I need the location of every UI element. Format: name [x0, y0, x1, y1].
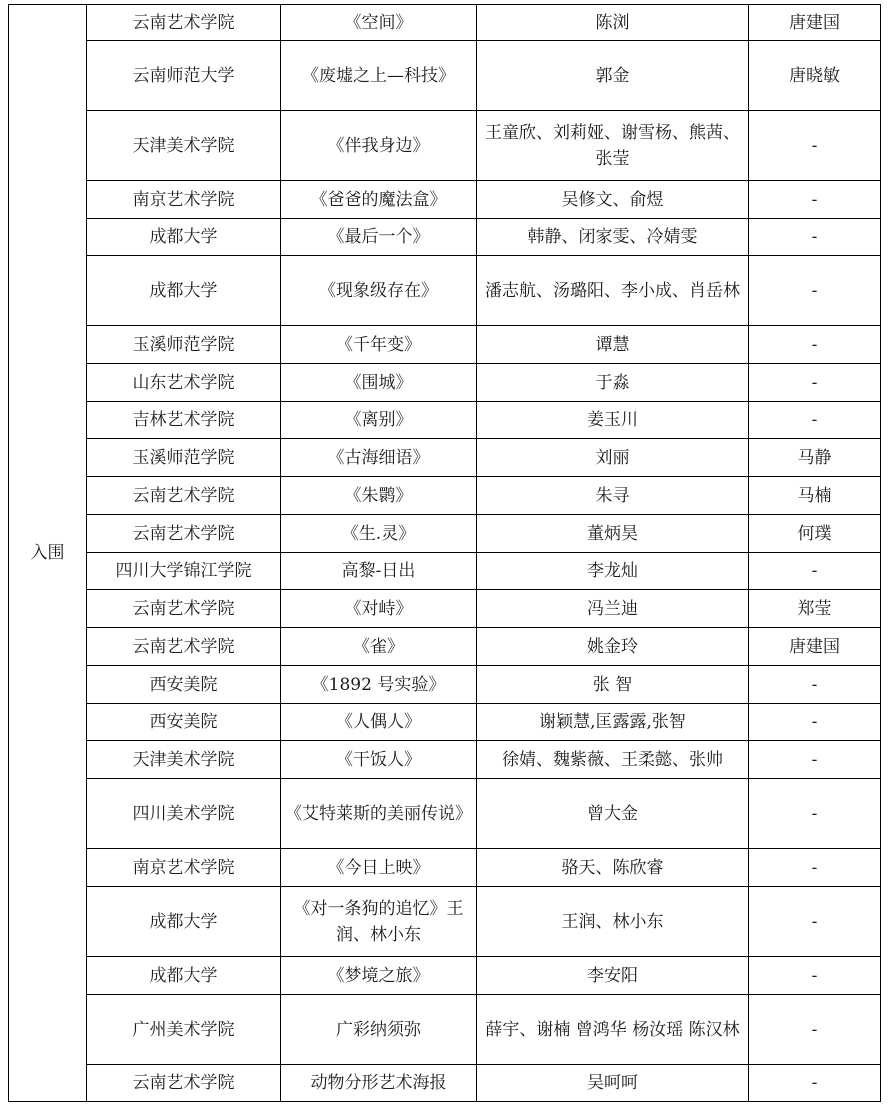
authors-cell: 李龙灿 — [477, 553, 749, 590]
work-cell: 《现象级存在》 — [281, 256, 477, 326]
advisor-cell: 马静 — [749, 439, 881, 477]
school-cell: 山东艺术学院 — [87, 364, 281, 402]
school-cell: 云南艺术学院 — [87, 1065, 281, 1102]
table-row — [9, 1065, 881, 1102]
authors-cell: 董炳昊 — [477, 515, 749, 553]
authors-cell: 于淼 — [477, 364, 749, 402]
work-cell: 《干饭人》 — [281, 741, 477, 779]
work-cell: 《1892 号实验》 — [281, 666, 477, 704]
work-cell: 《雀》 — [281, 628, 477, 666]
advisor-cell: 郑莹 — [749, 590, 881, 628]
authors-cell: 徐婧、魏紫薇、王柔懿、张帅 — [477, 741, 749, 779]
category-cell: 入围 — [9, 5, 87, 1102]
table-row — [9, 704, 881, 741]
table-row — [9, 477, 881, 515]
authors-cell: 朱寻 — [477, 477, 749, 515]
authors-cell: 王童欣、刘莉娅、谢雪杨、熊茜、张莹 — [477, 111, 749, 181]
table-row — [9, 439, 881, 477]
table-row — [9, 219, 881, 256]
advisor-cell: - — [749, 887, 881, 957]
table-row — [9, 779, 881, 849]
school-cell: 西安美院 — [87, 666, 281, 704]
advisor-cell: - — [749, 111, 881, 181]
work-cell: 《对一条狗的追忆》王润、林小东 — [281, 887, 477, 957]
work-cell: 《今日上映》 — [281, 849, 477, 887]
work-cell: 广彩纳须弥 — [281, 995, 477, 1065]
authors-cell: 韩静、闭家雯、冷婧雯 — [477, 219, 749, 256]
table-row — [9, 995, 881, 1065]
school-cell: 云南师范大学 — [87, 41, 281, 111]
authors-cell: 谭慧 — [477, 326, 749, 364]
work-cell: 《对峙》 — [281, 590, 477, 628]
school-cell: 四川美术学院 — [87, 779, 281, 849]
advisor-cell: 唐建国 — [749, 628, 881, 666]
table-row — [9, 628, 881, 666]
table-row — [9, 957, 881, 995]
advisor-cell: - — [749, 326, 881, 364]
school-cell: 广州美术学院 — [87, 995, 281, 1065]
authors-cell: 冯兰迪 — [477, 590, 749, 628]
work-cell: 《爸爸的魔法盒》 — [281, 181, 477, 219]
work-cell: 《伴我身边》 — [281, 111, 477, 181]
advisor-cell: 唐建国 — [749, 5, 881, 41]
table-row — [9, 326, 881, 364]
authors-cell: 李安阳 — [477, 957, 749, 995]
table-row — [9, 553, 881, 590]
table-row — [9, 41, 881, 111]
school-cell: 吉林艺术学院 — [87, 402, 281, 439]
advisor-cell: - — [749, 666, 881, 704]
school-cell: 天津美术学院 — [87, 741, 281, 779]
school-cell: 玉溪师范学院 — [87, 439, 281, 477]
work-cell: 动物分形艺术海报 — [281, 1065, 477, 1102]
advisor-cell: - — [749, 402, 881, 439]
work-cell: 《废墟之上—科技》 — [281, 41, 477, 111]
work-cell: 《离别》 — [281, 402, 477, 439]
table-row — [9, 590, 881, 628]
school-cell: 天津美术学院 — [87, 111, 281, 181]
table-row — [9, 402, 881, 439]
advisor-cell: - — [749, 995, 881, 1065]
authors-cell: 骆天、陈欣睿 — [477, 849, 749, 887]
work-cell: 《古海细语》 — [281, 439, 477, 477]
school-cell: 玉溪师范学院 — [87, 326, 281, 364]
work-cell: 《围城》 — [281, 364, 477, 402]
table-row — [9, 5, 881, 41]
advisor-cell: 唐晓敏 — [749, 41, 881, 111]
table-row — [9, 849, 881, 887]
work-cell: 《梦境之旅》 — [281, 957, 477, 995]
work-cell: 《朱鹮》 — [281, 477, 477, 515]
school-cell: 云南艺术学院 — [87, 477, 281, 515]
work-cell: 《最后一个》 — [281, 219, 477, 256]
work-cell: 高黎-日出 — [281, 553, 477, 590]
school-cell: 南京艺术学院 — [87, 181, 281, 219]
advisor-cell: - — [749, 181, 881, 219]
authors-cell: 吴修文、俞煜 — [477, 181, 749, 219]
school-cell: 成都大学 — [87, 957, 281, 995]
table-row — [9, 515, 881, 553]
table-row — [9, 741, 881, 779]
advisor-cell: - — [749, 364, 881, 402]
authors-cell: 姜玉川 — [477, 402, 749, 439]
authors-cell: 刘丽 — [477, 439, 749, 477]
award-table-body — [9, 5, 881, 1102]
school-cell: 南京艺术学院 — [87, 849, 281, 887]
advisor-cell: - — [749, 256, 881, 326]
school-cell: 云南艺术学院 — [87, 628, 281, 666]
advisor-cell: - — [749, 704, 881, 741]
award-table — [8, 4, 881, 1102]
advisor-cell: 马楠 — [749, 477, 881, 515]
advisor-cell: - — [749, 849, 881, 887]
school-cell: 成都大学 — [87, 256, 281, 326]
authors-cell: 吴呵呵 — [477, 1065, 749, 1102]
authors-cell: 郭金 — [477, 41, 749, 111]
authors-cell: 薛宇、谢楠 曾鸿华 杨汝瑶 陈汉林 — [477, 995, 749, 1065]
work-cell: 《千年变》 — [281, 326, 477, 364]
authors-cell: 潘志航、汤璐阳、李小成、肖岳林 — [477, 256, 749, 326]
school-cell: 云南艺术学院 — [87, 515, 281, 553]
work-cell: 《艾特莱斯的美丽传说》 — [281, 779, 477, 849]
advisor-cell: - — [749, 553, 881, 590]
work-cell: 《生.灵》 — [281, 515, 477, 553]
table-row — [9, 111, 881, 181]
advisor-cell: - — [749, 741, 881, 779]
advisor-cell: - — [749, 779, 881, 849]
school-cell: 云南艺术学院 — [87, 590, 281, 628]
authors-cell: 曾大金 — [477, 779, 749, 849]
table-row — [9, 666, 881, 704]
school-cell: 云南艺术学院 — [87, 5, 281, 41]
school-cell: 成都大学 — [87, 219, 281, 256]
table-row — [9, 364, 881, 402]
table-row — [9, 887, 881, 957]
school-cell: 四川大学锦江学院 — [87, 553, 281, 590]
authors-cell: 王润、林小东 — [477, 887, 749, 957]
school-cell: 成都大学 — [87, 887, 281, 957]
authors-cell: 姚金玲 — [477, 628, 749, 666]
advisor-cell: 何璞 — [749, 515, 881, 553]
table-row — [9, 181, 881, 219]
table-row — [9, 256, 881, 326]
advisor-cell: - — [749, 1065, 881, 1102]
authors-cell: 张 智 — [477, 666, 749, 704]
advisor-cell: - — [749, 219, 881, 256]
advisor-cell: - — [749, 957, 881, 995]
work-cell: 《空间》 — [281, 5, 477, 41]
work-cell: 《人偶人》 — [281, 704, 477, 741]
authors-cell: 谢颖慧,匡露露,张智 — [477, 704, 749, 741]
authors-cell: 陈浏 — [477, 5, 749, 41]
school-cell: 西安美院 — [87, 704, 281, 741]
